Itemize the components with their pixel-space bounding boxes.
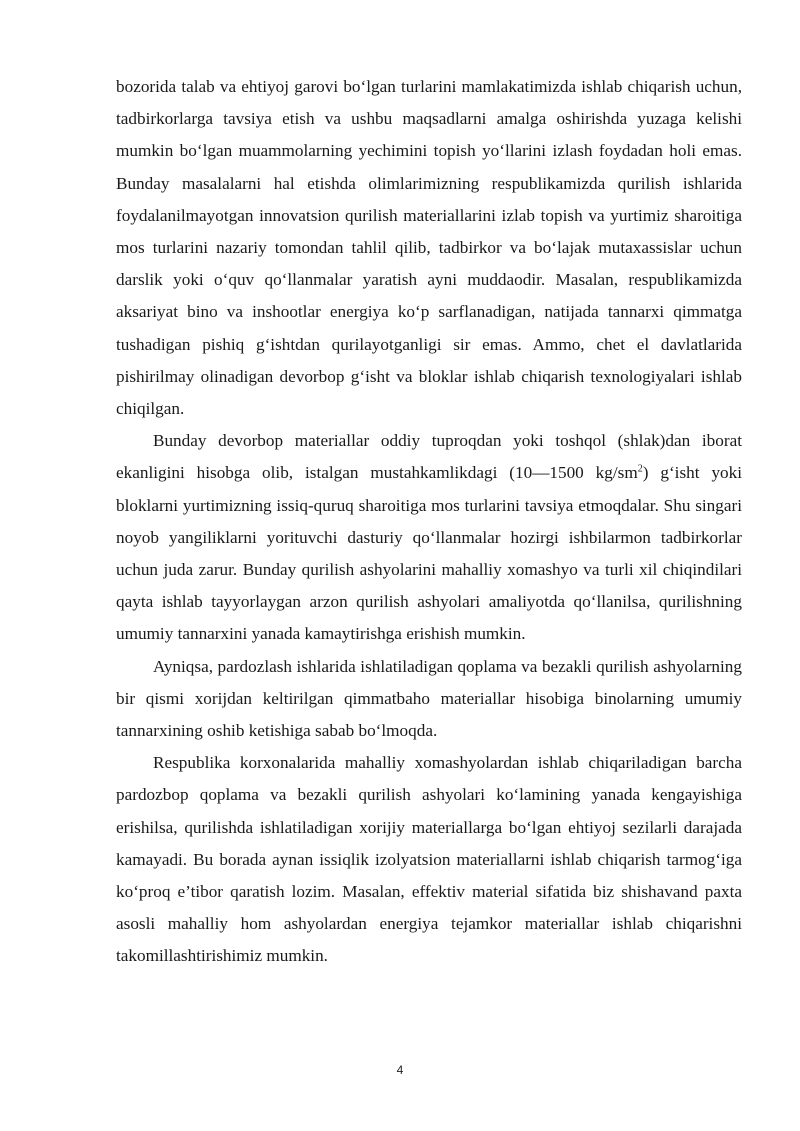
page-number: 4	[396, 1063, 404, 1077]
paragraph: Ayniqsa, pardozlash ishlarida ishlatiladigan qoplama va bezakli qurilish ashyolarning bir qismi xorijdan keltirilgan qimmatbaho materiallar hisobiga binolarning umumiy tannarxining oshib ketishiga sabab bo‘lmoqda.	[116, 656, 742, 741]
superscript: 2	[637, 463, 643, 475]
paragraph-text: ) g‘isht yoki bloklarni yurtimizning issiq-quruq sharoitiga mos turlarini tavsiya etmoqdalar. Shu singari noyob yangiliklarni yorituvchi dasturiy qo‘llanmalar hozirgi ishbilarmon tadbirkorlar uchun juda zarur. Bunday qurilish ashyolarini mahalliy xomashyo va turli xil chiqindilari qayta ishlab tayyorlaygan arzon qurilish ashyolari amaliyotda qo‘llanilsa, qurilishning umumiy tannarxini yanada kamaytirishga erishish mumkin.	[116, 463, 742, 644]
paragraph-text: Bunday devorbop materiallar oddiy tuproqdan yoki toshqol (shlak)dan iborat ekanligini hisobga olib, istalgan mustahkamlikdagi (10—1500 kg/sm	[116, 431, 742, 483]
body-text	[116, 71, 742, 973]
paragraph: Respublika korxonalarida mahalliy xomashyolardan ishlab chiqariladigan barcha pardozbop qoplama va bezakli qurilish ashyolari ko‘lamining yanada kengayishiga erishilsa, qurilishda ishlatiladigan xorijiy materiallarga bo‘lgan ehtiyoj sezilarli darajada kamayadi. Bu borada aynan issiqlik izolyatsion materiallarni ishlab chiqarish tarmog‘iga ko‘proq e’tibor qaratish lozim. Masalan, effektiv material sifatida biz shishavand paxta asosli mahalliy hom ashyolardan energiya tejamkor materiallar ishlab chiqarishni takomillashtirishimiz mumkin.	[116, 753, 742, 966]
paragraph-continued: bozorida talab va ehtiyoj garovi bo‘lgan turlarini mamlakatimizda ishlab chiqarish uchun, tadbirkorlarga tavsiya etish va ushbu maqsadlarni amalga oshirishda yuzaga kelishi mumkin bo‘lgan muammolarning yechimini topish yo‘llarini izlash foydadan holi emas. Bunday masalalarni hal etishda olimlarimizning respublikamizda qurilish ishlarida foydalanilmayotgan innovatsion qurilish materiallarini izlab topish va yurtimiz sharoitiga mos turlarini nazariy tomondan tahlil qilib, tadbirkor va bo‘lajak mutaxassislar uchun darslik yoki o‘quv qo‘llanmalar yaratish ayni muddaodir. Masalan, respublikamizda aksariyat bino va inshootlar energiya ko‘p sarflanadigan, natijada tannarxi qimmatga tushadigan pishiq g‘ishtdan qurilayotganligi sir emas. Ammo, chet el davlatlarida pishirilmay olinadigan devorbop g‘isht va bloklar ishlab chiqarish texnologiyalari ishlab chiqilgan.	[116, 77, 742, 419]
paragraph	[116, 425, 742, 650]
